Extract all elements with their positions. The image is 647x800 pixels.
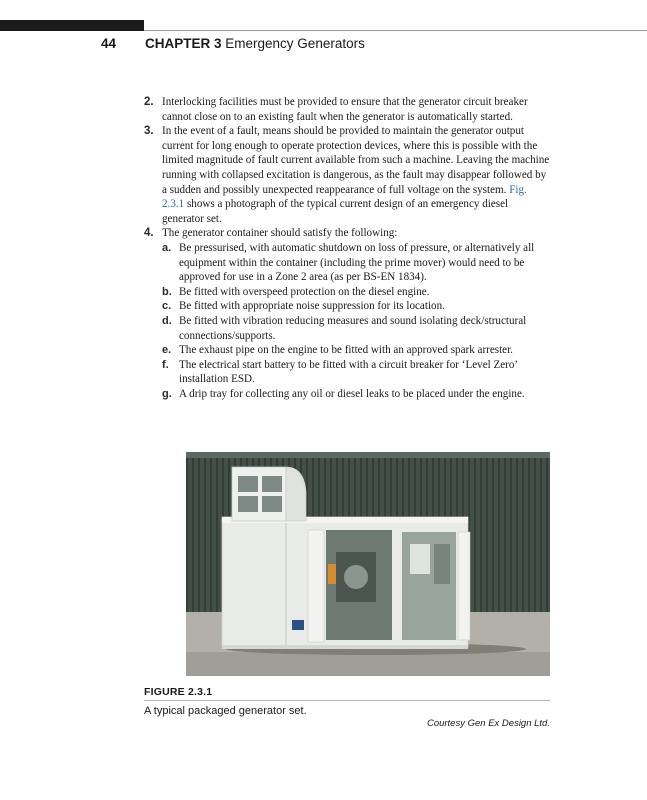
sub-item-text: Be pressurised, with automatic shutdown on loss of pressure, or alternatively all equipment within the container (including the prime mover) would need to be approved for use in a Zone 2 area (as per BS-EN 1834). xyxy=(179,241,535,284)
sub-item-text: Be fitted with vibration reducing measures and sound isolating deck/structural connections/supports. xyxy=(179,314,527,342)
sub-letter: b. xyxy=(162,285,172,298)
header-black-bar xyxy=(0,20,144,31)
sub-letter: e. xyxy=(162,344,172,357)
sub-letter: a. xyxy=(162,241,172,254)
figure-credit: Courtesy Gen Ex Design Ltd. xyxy=(426,718,550,729)
numbered-list xyxy=(144,95,550,401)
list-number: 4. xyxy=(144,227,154,240)
sub-item-text: A drip tray for collecting any oil or diesel leaks to be placed under the engine. xyxy=(179,387,525,400)
sub-item-e xyxy=(144,343,550,358)
generator-photo xyxy=(186,452,550,676)
sub-item-d xyxy=(144,314,550,343)
sub-item-text: Be fitted with overspeed protection on the diesel engine. xyxy=(179,285,430,298)
sub-item-f xyxy=(144,358,550,387)
figure-label: FIGURE 2.3.1 xyxy=(144,686,213,698)
sub-item-text: The electrical start battery to be fitted with a circuit breaker for ‘Level Zero’ installation ESD. xyxy=(179,358,518,386)
running-head xyxy=(145,36,365,51)
photo-open-door-right xyxy=(458,532,470,640)
list-item-text: Interlocking facilities must be provided to ensure that the generator circuit breaker cannot close on to an existing fault when the generator is automatically started. xyxy=(162,96,528,123)
figure-caption: A typical packaged generator set. xyxy=(144,705,307,717)
sub-item-c xyxy=(144,299,550,314)
header-rule xyxy=(144,30,647,31)
sub-item-g xyxy=(144,387,550,402)
page-number: 44 xyxy=(101,36,117,51)
sub-letter: c. xyxy=(162,300,172,313)
chapter-title: Emergency Generators xyxy=(225,36,365,51)
figure-link[interactable]: Fig. 2.3.1 xyxy=(162,183,527,211)
photo-open-door-left xyxy=(308,530,324,642)
list-item-3 xyxy=(144,124,550,226)
list-item-4 xyxy=(144,226,550,241)
sub-item-text: The exhaust pipe on the engine to be fitted with an approved spark arrester. xyxy=(179,344,513,357)
list-number: 3. xyxy=(144,125,154,138)
photo-vent-hood xyxy=(232,467,286,521)
sub-item-text: Be fitted with appropriate noise suppression for its location. xyxy=(179,300,445,313)
list-item-2 xyxy=(144,95,550,124)
chapter-label: CHAPTER 3 xyxy=(145,36,222,51)
sub-item-a xyxy=(144,241,550,285)
sub-letter: g. xyxy=(162,387,172,400)
list-number: 2. xyxy=(144,96,154,108)
list-item-text: The generator container should satisfy the following: xyxy=(162,227,398,240)
list-item-text: In the event of a fault, means should be provided to maintain the generator output current for long enough to operate protection devices, where this is possible with the limited magnitude of fault current available from such a machine. Leaving the machine running with collapsed excitation is dangerous, as the fault may disappear followed by a sudden and possibly unexpected reappearance of full voltage on the system. xyxy=(162,125,550,196)
photo-roof-band xyxy=(186,452,550,458)
sub-item-b xyxy=(144,285,550,300)
sub-letter: d. xyxy=(162,314,172,327)
figure-rule xyxy=(144,700,550,701)
list-item-text-cont: shows a photograph of the typical current design of an emergency diesel generator set. xyxy=(162,198,509,225)
sub-letter: f. xyxy=(162,358,169,371)
